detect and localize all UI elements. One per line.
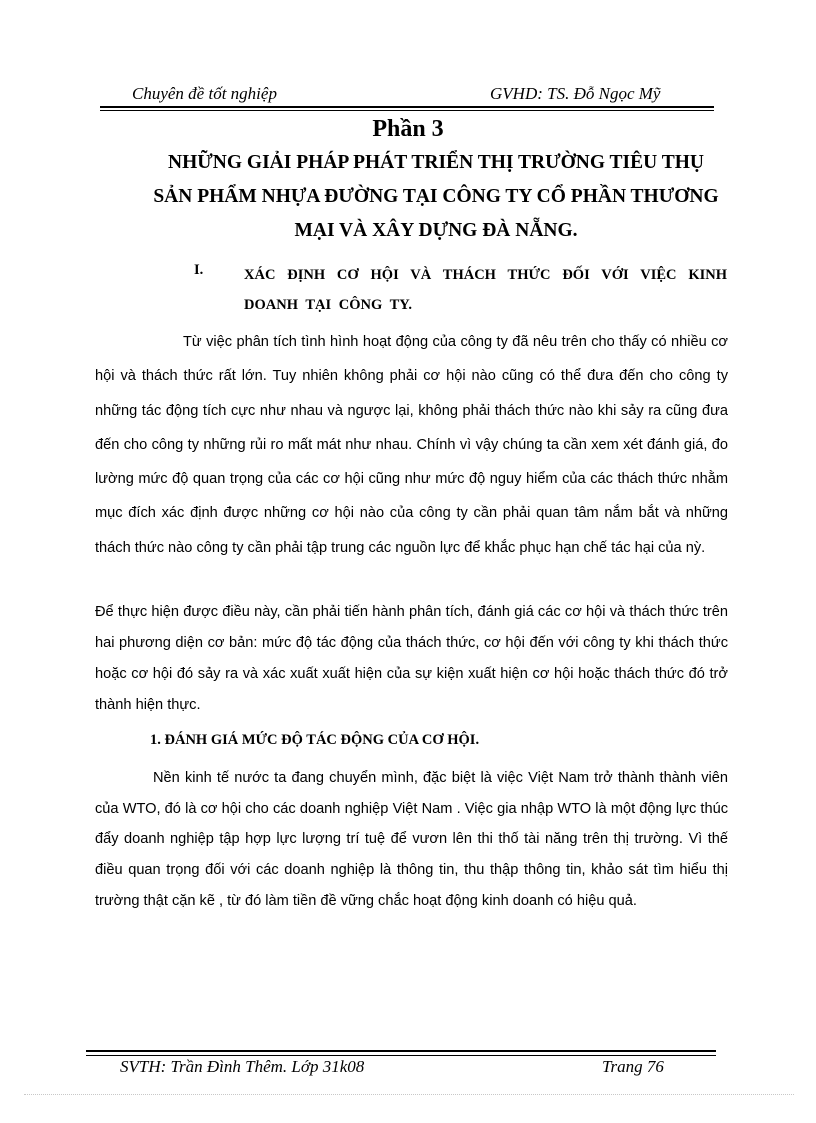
footer-student: SVTH: Trần Đình Thêm. Lớp 31k08: [120, 1057, 365, 1076]
page-footer: [86, 1057, 716, 1081]
paragraph-intro: Từ việc phân tích tình hình hoạt động của công ty đã nêu trên cho thấy có nhiều cơ hội và thách thức rất lớn. Tuy nhiên không phải cơ hội nào cũng có thể đưa đến cho công ty những tác động tích cực như nhau và ngược lại, không phải thách thức nào khi sảy ra cũng đưa đến cho công ty những rủi ro mất mát như nhau. Chính vì vậy chúng ta cần xem xét đánh giá, đo lường mức độ quan trọng của các cơ hội cũng như mức độ nguy hiểm của các thách thức nhằm mục đích xác định được những cơ hội nào của công ty cần phải quan tâm nắm bắt và những thách thức nào công ty cần phải tập trung các nguồn lực để khắc phục hạn chế tác hại của nỳ.: [95, 334, 728, 556]
subsection-heading: 1. ĐÁNH GIÁ MỨC ĐỘ TÁC ĐỘNG CỦA CƠ HỘI.: [150, 732, 480, 748]
section-number: I.: [194, 262, 204, 278]
part-title: Phần 3: [372, 116, 444, 142]
paragraph-opportunity: Nền kinh tế nước ta đang chuyển mình, đặc biệt là việc Việt Nam trở thành thành viên của WTO, đó là cơ hội cho các doanh nghiệp Việt Nam . Việc gia nhập WTO là một động lực thúc đẩy doanh nghiệp tập hợp lực lượng trí tuệ để vươn lên thi thố tài năng trên thị trường. Vì thế điều quan trọng đối với các doanh nghiệp là thông tin, thu thập thông tin, khảo sát tìm hiểu thị trường thật cặn kẽ , từ đó làm tiền đề vững chắc hoạt động kinh doanh có hiệu quả.: [95, 770, 728, 909]
page-bottom-dotted-rule: [24, 1094, 794, 1095]
footer-divider: [86, 1050, 716, 1052]
header-course-title: Chuyên đề tốt nghiệp: [132, 84, 277, 103]
chapter-title: NHỮNG GIẢI PHÁP PHÁT TRIỂN THỊ TRƯỜNG TIÊU THỤ SẢN PHẨM NHỰA ĐƯỜNG TẠI CÔNG TY CỔ PHẦN THƯƠNG MẠI VÀ XÂY DỰNG ĐÀ NẴNG.: [153, 152, 719, 241]
header-advisor: GVHD: TS. Đỗ Ngọc Mỹ: [490, 84, 661, 103]
header-divider: [100, 106, 714, 108]
paragraph-method: Để thực hiện được điều này, cần phải tiến hành phân tích, đánh giá các cơ hội và thách thức trên hai phương diện cơ bản: mức độ tác động của thách thức, cơ hội đến với công ty khi thách thức hoặc cơ hội đó sảy ra và xác xuất xuất hiện của sự kiện xuất hiện cơ hội hoặc thách thức đó trở thành hiện thực.: [95, 604, 728, 713]
footer-divider-thin: [86, 1055, 716, 1056]
section-title: XÁC ĐỊNH CƠ HỘI VÀ THÁCH THỨC ĐỐI VỚI VIỆC KINH DOANH TẠI CÔNG TY.: [244, 267, 727, 313]
footer-page-number: Trang 76: [602, 1057, 664, 1076]
header-divider-thin: [100, 110, 714, 111]
page-header: [100, 82, 714, 104]
